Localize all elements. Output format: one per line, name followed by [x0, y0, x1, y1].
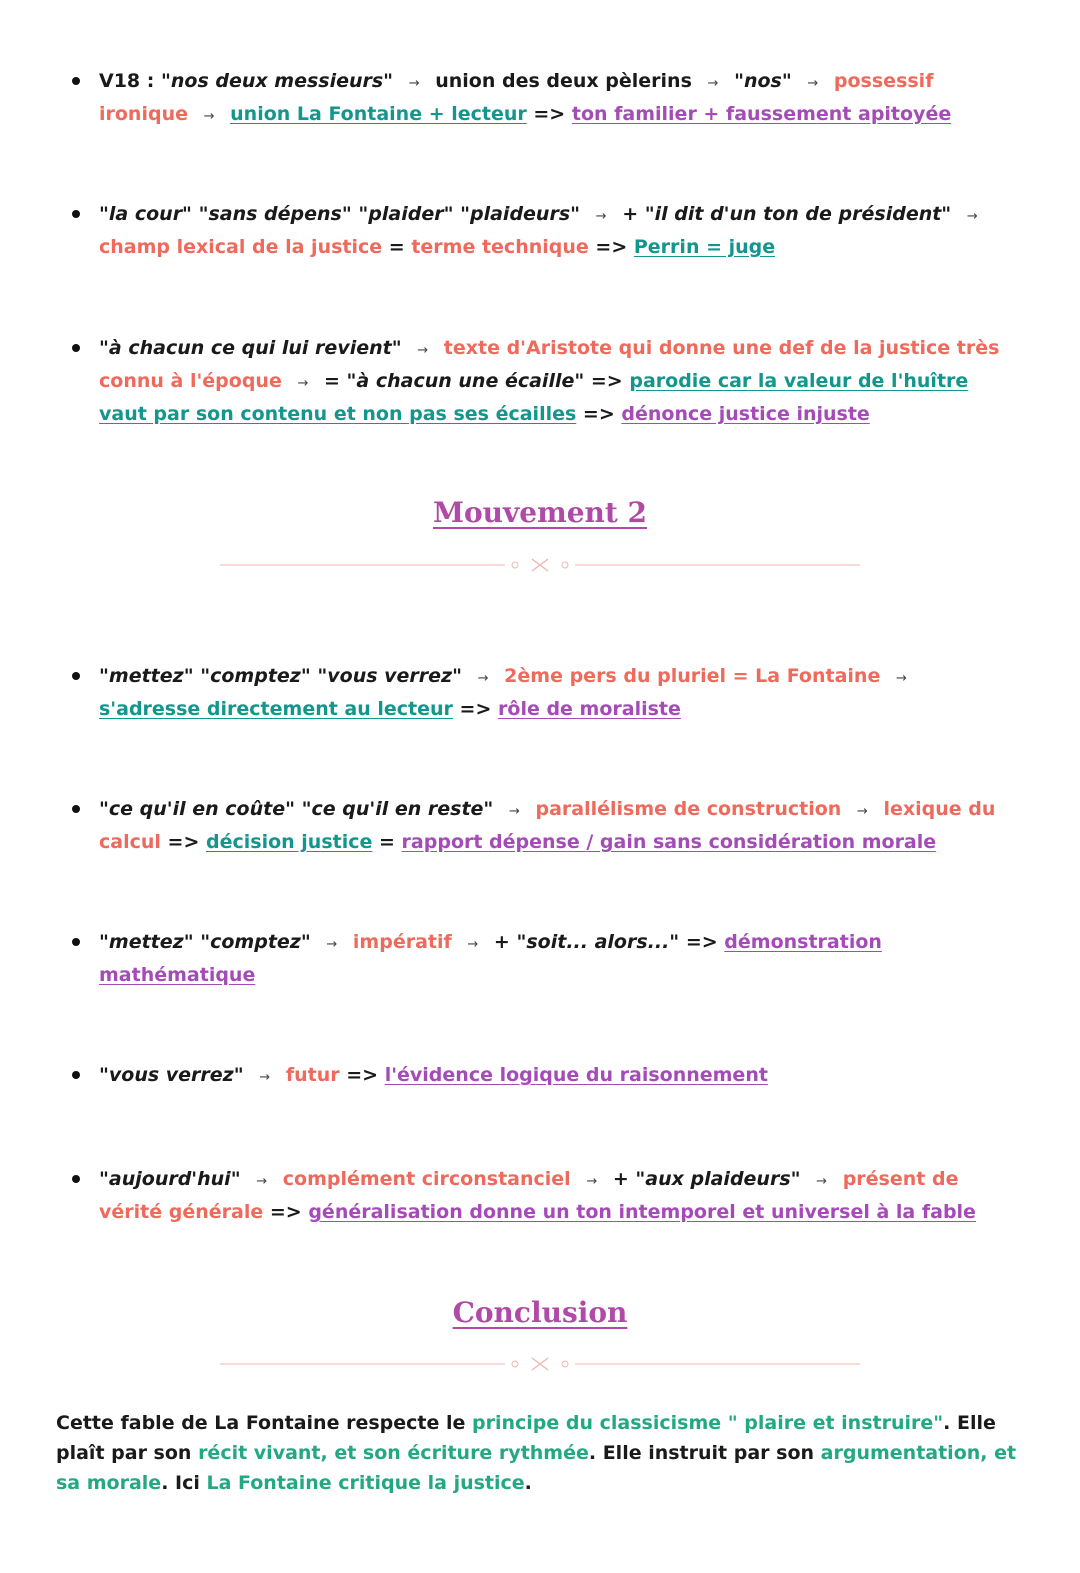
analysis-red: champ lexical de la justice — [99, 236, 383, 258]
quote: + "il dit d'un ton de président" — [622, 203, 952, 225]
conclusion-highlight: principe du classicisme " plaire et instruire" — [472, 1412, 944, 1434]
arrow-icon: → — [297, 376, 309, 391]
analysis-purple: démonstration mathématique — [99, 931, 882, 986]
analysis-teal: décision justice — [206, 831, 373, 853]
conclusion-text: . Elle instruit par son — [588, 1442, 821, 1464]
analysis-red: impératif — [352, 931, 452, 953]
quote: "nos deux messieurs" — [160, 70, 394, 92]
analysis-red: complément circonstanciel — [282, 1168, 571, 1190]
quote: "mettez" "comptez" "vous verrez" — [99, 665, 463, 687]
quote: "la cour" "sans dépens" "plaider" "plaideurs" — [99, 203, 581, 225]
implies: => — [685, 931, 718, 953]
arrow-icon: → — [477, 671, 489, 686]
ornament-divider — [220, 1354, 860, 1374]
analysis-teal: Perrin = juge — [633, 236, 776, 258]
implies: => — [590, 370, 623, 392]
arrow-icon: → — [856, 804, 868, 819]
arrow-icon: → — [408, 76, 420, 91]
analysis-red: texte d'Aristote qui donne une def de la justice très connu à l'époque — [99, 337, 1000, 392]
implies: => — [533, 103, 566, 125]
quote: + "aux plaideurs" — [612, 1168, 801, 1190]
bullet-futur — [70, 1060, 1020, 1093]
arrow-icon: → — [467, 937, 479, 952]
implies: => — [459, 698, 492, 720]
ornament-divider — [220, 555, 860, 575]
bullet-aujourdhui — [70, 1164, 1020, 1227]
analysis-purple: généralisation donne un ton intemporel et universel à la fable — [308, 1201, 976, 1223]
analysis-red: 2ème pers du pluriel = La Fontaine — [504, 665, 881, 687]
arrow-icon: → — [707, 76, 719, 91]
implies: => — [595, 236, 628, 258]
bullet-deuxieme-personne — [70, 661, 1020, 724]
analysis-red: terme technique — [411, 236, 589, 258]
arrow-icon: → — [508, 804, 520, 819]
quote: "nos" — [734, 70, 792, 92]
conclusion-text: . — [524, 1472, 532, 1494]
bullet-imperatif — [70, 927, 1020, 990]
equals: = — [388, 236, 405, 258]
conclusion-highlight: argumentation, et sa morale — [56, 1442, 1017, 1494]
quote: = "à chacun une écaille" — [324, 370, 585, 392]
implies: => — [167, 831, 200, 853]
analysis-teal: parodie car la valeur de l'huître vaut par son contenu et non pas ses écailles — [99, 370, 969, 425]
quote: + "soit... alors..." — [493, 931, 680, 953]
quote: "ce qu'il en coûte" "ce qu'il en reste" — [99, 798, 494, 820]
conclusion-text: . Elle plaît par son — [56, 1412, 996, 1464]
arrow-icon: → — [259, 1070, 271, 1085]
arrow-icon: → — [807, 76, 819, 91]
plain-text: union des deux pèlerins — [435, 70, 692, 92]
verse-label: V18 : — [99, 70, 155, 92]
section-heading-mouvement-2: Mouvement 2 — [432, 496, 648, 529]
conclusion-paragraph — [56, 1408, 1026, 1498]
analysis-teal: union La Fontaine + lecteur — [230, 103, 527, 125]
quote: "aujourd'hui" — [99, 1168, 241, 1190]
arrow-icon: → — [966, 209, 978, 224]
quote: "à chacun ce qui lui revient" — [99, 337, 402, 359]
conclusion-text: . Ici — [161, 1472, 207, 1494]
implies: => — [346, 1064, 379, 1086]
analysis-red: présent de vérité générale — [99, 1168, 959, 1223]
conclusion-highlight: récit vivant, et son écriture rythmée — [198, 1442, 589, 1464]
analysis-red: possessif ironique — [99, 70, 934, 125]
analysis-purple: rapport dépense / gain sans considération morale — [401, 831, 937, 853]
analysis-purple: ton familier + faussement apitoyée — [571, 103, 952, 125]
arrow-icon: → — [895, 671, 907, 686]
arrow-icon: → — [816, 1174, 828, 1189]
analysis-purple: dénonce justice injuste — [621, 403, 870, 425]
arrow-icon: → — [256, 1174, 268, 1189]
quote: "vous verrez" — [99, 1064, 244, 1086]
conclusion-highlight: La Fontaine critique la justice — [206, 1472, 525, 1494]
equals: = — [379, 831, 395, 853]
arrow-icon: → — [417, 343, 429, 358]
quote: "mettez" "comptez" — [99, 931, 311, 953]
analysis-purple: rôle de moraliste — [498, 698, 681, 720]
bullet-aristote — [70, 333, 1020, 429]
arrow-icon: → — [586, 1174, 598, 1189]
analysis-red: lexique du calcul — [99, 798, 996, 853]
implies: => — [269, 1201, 302, 1223]
conclusion-text: Cette fable de La Fontaine respecte le — [56, 1412, 472, 1434]
arrow-icon: → — [595, 209, 607, 224]
analysis-red: parallélisme de construction — [535, 798, 842, 820]
bullet-justice-lexicon — [70, 199, 1020, 262]
section-heading-conclusion: Conclusion — [452, 1296, 628, 1329]
arrow-icon: → — [203, 109, 215, 124]
analysis-purple: l'évidence logique du raisonnement — [384, 1064, 768, 1086]
arrow-icon: → — [326, 937, 338, 952]
bullet-v18 — [70, 66, 1020, 132]
analysis-red: futur — [285, 1064, 340, 1086]
bullet-parallelisme — [70, 794, 1020, 857]
analysis-teal: s'adresse directement au lecteur — [99, 698, 453, 720]
implies: => — [582, 403, 615, 425]
